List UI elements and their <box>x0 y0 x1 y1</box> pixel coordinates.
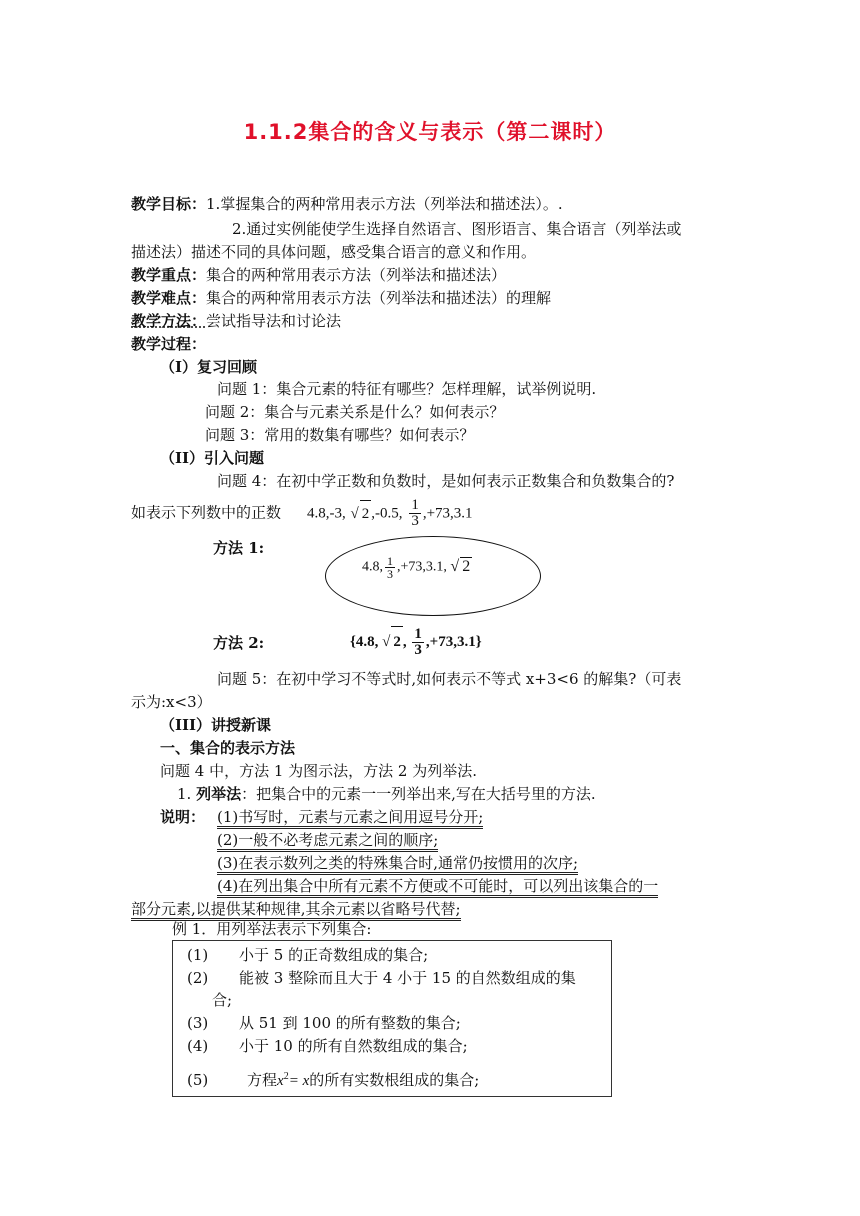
goals-item2-line2: 描述法）描述不同的具体问题，感受集合语言的意义和作用。 <box>131 243 537 261</box>
list-item-text: 从 51 到 100 的所有整数的集合; <box>239 1014 461 1032</box>
example-numbers-line: 如表示下列数中的正数 4.8,-3, √ 2 ,-0.5, $\frac{1}{3}$ ,+73,3.1 <box>131 497 473 529</box>
ellipse-sqrt: 2 <box>462 557 471 575</box>
enum-number: 1. <box>177 785 192 803</box>
list-item <box>187 967 576 989</box>
note-4-line1-text: (4)在列出集合中所有元素不方便或不可能时，可以列出该集合的一 <box>217 877 658 898</box>
list-item-number: (3) <box>187 1014 209 1032</box>
ellipse-denominator: 3 <box>387 567 393 581</box>
enum-text: ：把集合中的元素一一列举出来,写在大括号里的方法. <box>241 785 596 803</box>
fraction-numerator: 1 <box>411 497 419 513</box>
enum-label: 列举法 <box>196 785 242 803</box>
note-label: 说明： <box>160 808 206 826</box>
method2-sqrt: 2 <box>391 626 403 657</box>
list-item-text: 小于 10 的所有自然数组成的集合; <box>239 1037 468 1055</box>
method2-numerator: 1 <box>414 626 422 643</box>
method2-fraction <box>412 627 424 658</box>
list-item <box>187 1035 468 1057</box>
note-1 <box>217 806 483 828</box>
numbers-part-c: ,+73,3.1 <box>422 505 473 522</box>
method-text: 尝试指导法和讨论法 <box>206 312 342 330</box>
question-3: 问题 3：常用的数集有哪些？如何表示？ <box>205 426 475 444</box>
item-5-exponent: 2 <box>283 1071 289 1082</box>
item-5-prefix: 方程 <box>247 1071 278 1089</box>
section3-intro: 问题 4 中，方法 1 为图示法，方法 2 为列举法. <box>160 762 478 780</box>
question-4: 问题 4：在初中学正数和负数时，是如何表示正数集合和负数集合的? <box>217 472 675 490</box>
ellipse-part-b: ,+73,3.1, <box>397 559 447 575</box>
item-5-variable: x <box>277 1073 284 1089</box>
section3-heading: （III）讲授新课 <box>160 716 272 734</box>
process-label: 教学过程： <box>131 335 207 353</box>
example-1-heading: 例 1．用列举法表示下列集合: <box>172 920 372 938</box>
difficulty-line <box>131 287 551 309</box>
numbers-fraction <box>409 498 421 529</box>
ellipse-fraction <box>385 555 395 580</box>
method2-open: {4.8, <box>350 634 379 650</box>
list-item-text: 小于 5 的正奇数组成的集合; <box>239 946 429 964</box>
numbers-sqrt: 2 <box>360 500 372 527</box>
note-3-text: (3)在表示数列之类的特殊集合时,通常仍按惯用的次序; <box>217 854 578 875</box>
goals-item2-line1: 2.通过实例能使学生选择自然语言、图形语言、集合语言（列举法或 <box>232 220 682 238</box>
goals-label: 教学目标： <box>131 195 207 213</box>
list-item-number: (1) <box>187 946 209 964</box>
focus-label: 教学重点： <box>131 266 207 284</box>
example-item-5 <box>187 1066 479 1092</box>
note-3 <box>217 852 578 874</box>
method2-denominator: 3 <box>414 642 422 659</box>
enumeration-definition <box>177 783 596 805</box>
question-2: 问题 2：集合与元素关系是什么？如何表示？ <box>205 403 505 421</box>
list-item-text: 能被 3 整除而且大于 4 小于 15 的自然数组成的集 <box>239 969 576 987</box>
goals-line <box>131 193 563 215</box>
difficulty-text: 集合的两种常用表示方法（列举法和描述法）的理解 <box>206 289 552 307</box>
subsection-heading: 一、集合的表示方法 <box>160 739 296 757</box>
focus-line <box>131 264 506 286</box>
ellipse-content: 4.8, $\frac{1}{3}$ ,+73,3.1, √ 2 <box>362 554 471 581</box>
list-item <box>187 944 428 966</box>
note-2-text: (2)一般不必考虑元素之间的顺序; <box>217 831 438 852</box>
method2-label: 方法 2: <box>213 634 265 652</box>
question-5-line1: 问题 5：在初中学习不等式时,如何表示不等式 x+3<6 的解集?（可表 <box>217 670 682 688</box>
list-item-number: (2) <box>187 969 209 987</box>
item-5-equation: = x <box>288 1073 310 1089</box>
method-line <box>131 310 341 332</box>
item-5-number: (5) <box>187 1071 209 1089</box>
method2-comma: , <box>402 634 407 650</box>
note-4-line2 <box>131 898 461 920</box>
method-label: 教学方法： <box>131 312 207 330</box>
list-item <box>187 1012 461 1034</box>
fraction-denominator: 3 <box>411 513 419 529</box>
section2-heading: （II）引入问题 <box>160 449 265 467</box>
difficulty-label: 教学难点： <box>131 289 207 307</box>
page-title: 1.1.2集合的含义与表示（第二课时） <box>243 120 617 144</box>
item-5-text: 的所有实数根组成的集合; <box>309 1071 480 1089</box>
list-item <box>187 989 232 1011</box>
note-4-line2-text: 部分元素,以提供某种规律,其余元素以省略号代替; <box>131 900 461 921</box>
note-1-text: (1)书写时，元素与元素之间用逗号分开; <box>217 808 483 829</box>
section1-heading: （I）复习回顾 <box>160 358 258 376</box>
note-2 <box>217 829 438 851</box>
numbers-part-a: 4.8,-3, <box>307 505 346 522</box>
focus-text: 集合的两种常用表示方法（列举法和描述法） <box>206 266 507 284</box>
ellipse-numerator: 1 <box>387 554 393 568</box>
list-item-number: (4) <box>187 1037 209 1055</box>
example-prefix: 如表示下列数中的正数 <box>131 503 282 522</box>
method2-rest: ,+73,3.1} <box>425 634 482 650</box>
method1-label: 方法 1: <box>213 539 265 557</box>
question-1: 问题 1：集合元素的特征有哪些？怎样理解，试举例说明. <box>217 380 597 398</box>
method2-set: {4.8, √ 2 , $\frac{1}{3}$ ,+73,3.1} <box>350 626 482 659</box>
goals-item1: 1.掌握集合的两种常用表示方法（列举法和描述法）。. <box>206 195 563 213</box>
ellipse-part-a: 4.8, <box>362 559 383 575</box>
note-4-line1 <box>217 875 658 897</box>
numbers-part-b: ,-0.5, <box>371 505 403 522</box>
list-item-text: 合; <box>212 991 233 1009</box>
question-5-line2: 示为:x<3） <box>131 693 212 711</box>
